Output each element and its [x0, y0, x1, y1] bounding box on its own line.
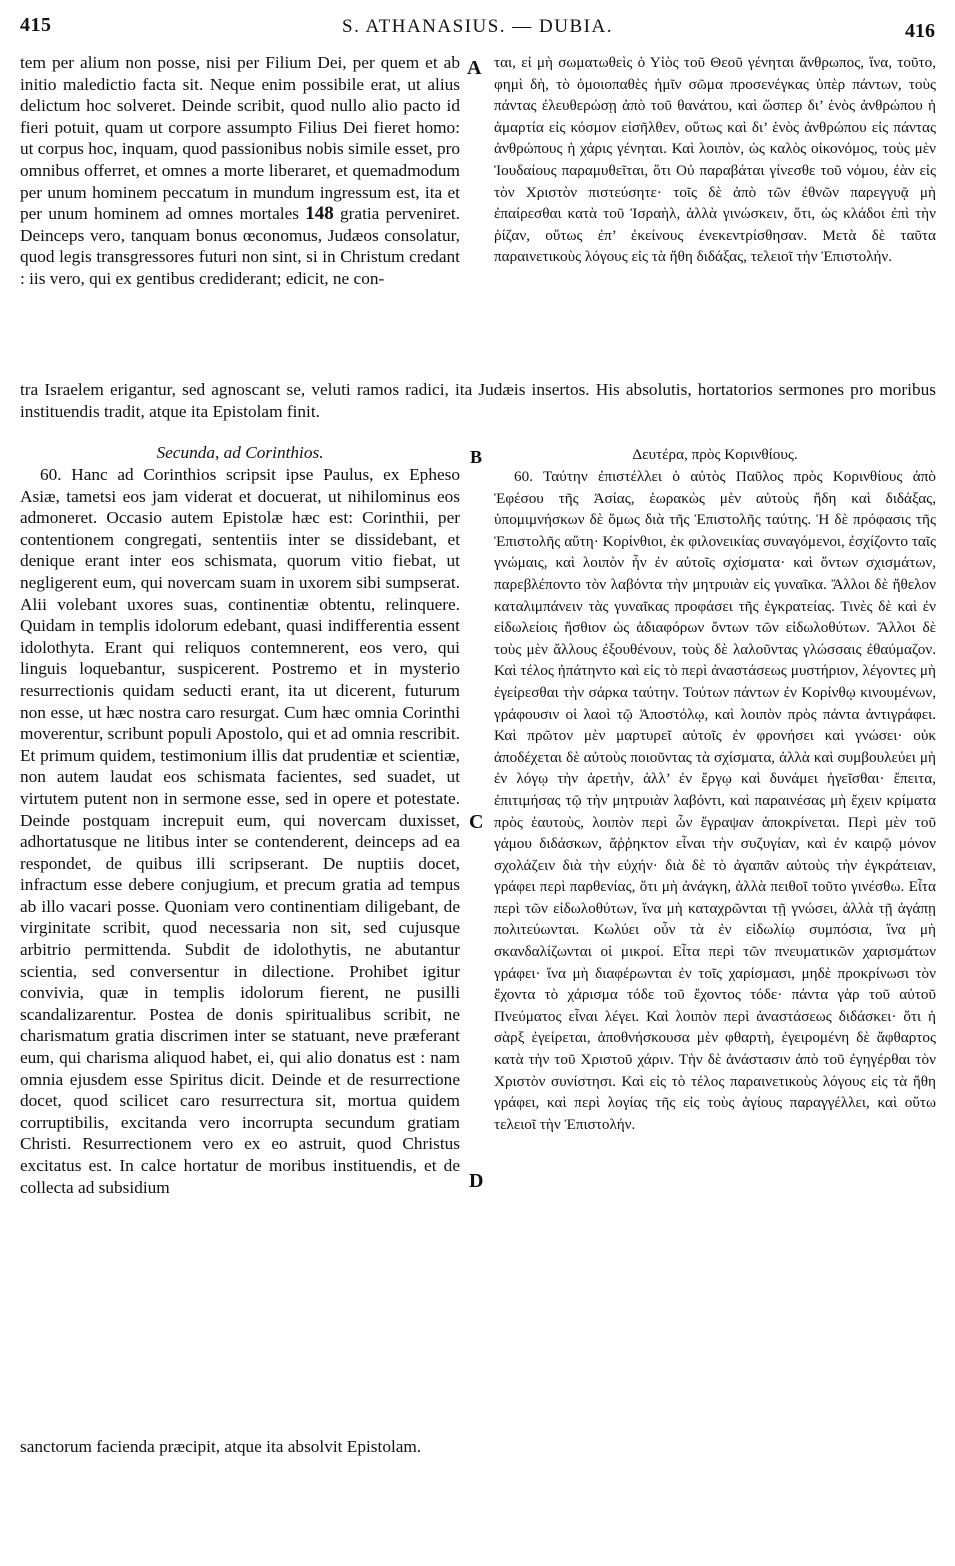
page-number-left: 415: [20, 14, 52, 36]
full-width-line-bottom: sanctorum facienda præcipit, atque ita absolvit Epistolam.: [20, 1437, 422, 1456]
latin-paragraph-top: [20, 52, 460, 290]
marker-d: D: [469, 1170, 484, 1192]
latin-paragraph-60: 60. Hanc ad Corinthios scripsit ipse Paulus, ex Epheso Asiæ, tametsi eos jam viderat et docuerat, ut nihilominus eos admoneret. Occasio autem Epistolæ hæc est: Corinthii, per contentionem congregati, sententiis inter se dissidebant, et denique erant inter eos schismata, quorum vitio fiebat, ut negligerent eum, qui novercam suam in uxorem sibi sumpserat. Alii volebant uxores suas, continentiæ obtentu, relinquere. Quidam in templis idolorum edebant, quasi indifferentia essent idolothyta. Erant qui reliquos contemnerent, eos vero, qui linguis loquebantur, suspicerent. Postremo et in mysterio resurrectionis quidam seducti erant, ita ut dicerent, futurum non esse, ut hæc nostra caro resurgat. Cum hæc omnia Corinthi moverentur, scribunt populi Apostolo, qui et ad omnia rescribit. Et primum quidem, testimonium illis dat prudentiæ et scientiæ, non autem laudat eos schismata facientes, sed suadet, ut virtutem putent non in sermone esse, sed in opere et potestate. Deinde postquam increpuit eum, qui novercam duxisset, adhortatusque ne litibus inter se contenderent, deinceps ad ea respondet, de quibus illi scripserant. De nuptiis docet, infractum esse debere conjugium, et precum gratia ad tempus ab illo vacari posse. Quoniam vero continentiam diligebant, de virginitate scribit, quod necessaria non sit, sed cujusque arbitrio permittenda. Subdit de idolothytis, ne abutantur scientia, sed conversentur in dilectione. Prohibet igitur convivia, quæ in templis idolorum fierent, ne pusilli scandalizarentur. Postea de donis spiritualibus scribit, ne charismatum gratia discrimen inter se statuant, neve præferant eum, qui charisma aliquod habet, ei, qui alio donatus est : nam omnia ejusdem esse Spiritus dicit. Deinde et de resurrectione docet, quod scilicet caro resurrectura sit, mortua quidem corruptibilis, excitanda vero incorrupta secundum gratiam Christi. Resurrectionem vero ex eo astruit, quod Christus excitatus est. In calce hortatur de moribus instituendis, et de collecta ad subsidium: [20, 465, 460, 1197]
greek-paragraph-60: 60. Ταύτην ἐπιστέλλει ὁ αὐτὸς Παῦλος πρὸς Κορινθίους ἀπὸ Ἐφέσου τῆς Ἀσίας, ἑωρακὼς μὲν αὐτοὺς ἤδη καὶ διδάξας, ὑπομιμνήσκων δὲ ὅμως διὰ τῆς Ἐπιστολῆς ταύτης. Ἡ δὲ πρόφασις τῆς Ἐπιστολῆς αὕτη· Κορίνθιοι, ἐκ φιλονεικίας συναγόμενοι, ἐσχίζοντο ταῖς γνώμαις, καὶ λοιπὸν ἦν ἐν αὐτοῖς σχίσματα· καὶ ὄντων σχισμάτων, παρεβλέποντο τὸν λαβόντα τὴν μητρυιὰν εἰς γυναῖκα. Ἄλλοι δὲ ἤθελον καταλιμπάνειν τὰς γυναῖκας προφάσει τῆς ἐγκρατείας. Τινὲς δὲ καὶ ἐν εἰδωλείοις ἤσθιον ὡς ἀδιαφόρων ὄντων τῶν εἰδωλοθύτων. Ἄλλοι δὲ τοὺς μὲν ἄλλους ἐξουθένουν, τοὺς δὲ λαλοῦντας γλώσσαις ἐθαύμαζον. Καὶ τέλος ἠπάτηντο καὶ εἰς τὸ περὶ ἀναστάσεως μυστήριον, λέγοντες μὴ ἐγείρεσθαι τὴν σάρκα ταύτην. Τούτων πάντων ἐν Κορίνθῳ κινουμένων, γράφουσιν οἱ λαοὶ τῷ Ἀποστόλῳ, καὶ λοιπὸν πρὸς πάντα ἀντιγράφει. Καὶ πρῶτον μὲν μαρτυρεῖ αὐτοῖς ἐν φρονήσει καὶ γνώσει· οὐκ ἀποδέχεται δὲ αὐτοὺς ποιοῦντας τὰ σχίσματα, ἀλλὰ καὶ συμβουλεύει μὴ ἐν λόγῳ τὴν ἀρετὴν, ἀλλ’ ἐν ἔργῳ καὶ δυνάμει ἡγεῖσθαι· ἔπειτα, ἐπιτιμήσας τῷ τὴν μητρυιὰν λαβόντι, καὶ παραινέσας μὴ ἔχειν κρίματα πρὸς ἑαυτοὺς, λοιπὸν περὶ ὧν ἔγραψαν ἀποκρίνεται. Περὶ μὲν τοῦ γάμου διδάσκων, ἄῤῥηκτον εἶναι τὴν συζυγίαν, καὶ ἐν καιρῷ μόνον σχολάζειν διὰ τὴν εὐχήν· διὰ δὲ τὸ ἀγαπᾶν αὐτοὺς τὴν ἐγκράτειαν, γράφει περὶ παρθενίας, ὅτι μὴ ἀνάγκη, ἀλλὰ πειθοῖ τοῦτο γινέσθω. Εἶτα περὶ τῶν εἰδωλοθύτων, ἵνα μὴ καταχρῶνται τῇ γνώσει, ἀλλὰ τῇ ἀγάπῃ πολιτεύωνται. Κωλύει οὖν τὰ ἐν εἰδωλίῳ συμπόσια, ἵνα μὴ σκανδαλίζωνται οἱ μικροί. Εἶτα περὶ τῶν πνευματικῶν χαρισμάτων γράφει· ἵνα μὴ διαφέρωνται ἐν τοῖς χαρίσμασι, μηδὲ προκρίνωσι τὸν ἔχοντα τὸ χάρισμα τόδε τοῦ ἔχοντος τόδε· πάντα γὰρ τοῦ αὐτοῦ Πνεύματος εἶναι λέγει. Καὶ λοιπὸν περὶ ἀναστάσεως διδάσκει· ὅτι ἡ σὰρξ ἐγείρεται, ἀποθνήσκουσα μὲν φθαρτὴ, ἐγειρομένη δὲ ἄφθαρτος κατὰ τὴν τοῦ Χριστοῦ χάριν. Τὴν δὲ ἀνάστασιν ἀπὸ τοῦ ἐγηγέρθαι τὸν Χριστὸν συνίστησι. Καὶ εἰς τὸ τέλος παραινετικοὺς λόγους εἰς τὰ ἤθη γράφει, καὶ περὶ λογίας τῆς εἰς τοὺς ἁγίους παραγγέλλει, καὶ οὕτω τελειοῖ τὴν Ἐπιστολήν.: [494, 468, 936, 1133]
greek-section-heading: Δευτέρα, πρὸς Κορινθίους.: [632, 446, 798, 463]
marker-b: B: [470, 447, 483, 467]
full-width-line-top: tra Israelem erigantur, sed agnoscant se, veluti ramos radici, ita Judæis insertos. His absolutis, hortatorios sermones pro moribus instituendis tradit, atque ita Epistolam finit.: [20, 380, 936, 421]
latin-text-top: tem per alium non posse, nisi per Filium Dei, per quem et ab initio maledictio facta sit. Neque enim possibile erat, ut alius delictum hoc solveret. Deinde scribit, quod nullo alio pacto id fieri potuit, quam ut corpore assumpto Filius Dei fieret homo: ut corpus hoc, inquam, quod passionibus nobis simile esset, pro omnibus offerret, et omnes a morte liberaret, et quemadmodum per unum hominem peccatum in mundum ingressum est, ita et per unum hominem ad omnes mortales: [20, 53, 460, 224]
marker-c: C: [469, 811, 484, 833]
marker-a: A: [467, 57, 482, 79]
column-number-148: 148: [305, 203, 334, 225]
latin-text-top-end: gratia perveniret. Deinceps vero, tanquam bonus œconomus, Judæos consolatur, quod legis transgressores futuri non sint, si in Christum credant : iis vero, qui ex gentibus crediderant; edicit, ne con-: [20, 204, 460, 288]
greek-paragraph-top: ται, εἰ μὴ σωματωθεὶς ὁ Υἱὸς τοῦ Θεοῦ γένηται ἄνθρωπος, ἵνα, τοῦτο, φημὶ δὴ, τὸ ὁμοιοπαθὲς ἡμῖν σῶμα προσενέγκας ὑπὲρ πάντων, τοὺς πάντας ἐλευθερώσῃ ἀπὸ τοῦ θανάτου, καὶ ὥσπερ δι’ ἑνὸς ἀνθρώπου ἡ ἁμαρτία εἰς κόσμον εἰσῆλθεν, οὕτως καὶ δι’ ἑνὸς ἀνθρώπου εἰς πάντας ἀνθρώπους ἡ χάρις γένηται. Καὶ λοιπὸν, ὡς καλὸς οἰκονόμος, τοὺς μὲν Ἰουδαίους παραμυθεῖται, ὅτι Οὐ παραβάται γίνεσθε τοῦ νόμου, ἐὰν εἰς τὸν Χριστὸν πιστεύσητε· τοῖς δὲ ἀπὸ τῶν ἐθνῶν παρεγγυᾷ μὴ ἐπαίρεσθαι κατὰ τοῦ Ἰσραὴλ, ἀλλὰ γινώσκειν, ὅτι, ὡς κλάδοι ἐπὶ τὴν ῥίζαν, οὕτως ἐπ’ ἐκείνους ἐνεκεντρίσθησαν. Μετὰ δὲ ταῦτα παραινετικοὺς λόγους εἰς τὰ ἤθη διδάξας, τελειοῖ τὴν Ἐπιστολήν.: [494, 54, 936, 266]
latin-section-heading: Secunda, ad Corinthios.: [156, 443, 324, 462]
greek-column-top: [494, 52, 936, 268]
latin-column-top: [20, 52, 460, 290]
running-header: [20, 14, 935, 48]
greek-column-body: [494, 466, 936, 1135]
latin-column-body: [20, 464, 460, 1198]
page-number-right: 416: [905, 20, 935, 42]
running-title: S. ATHANASIUS. — DUBIA.: [342, 16, 613, 37]
